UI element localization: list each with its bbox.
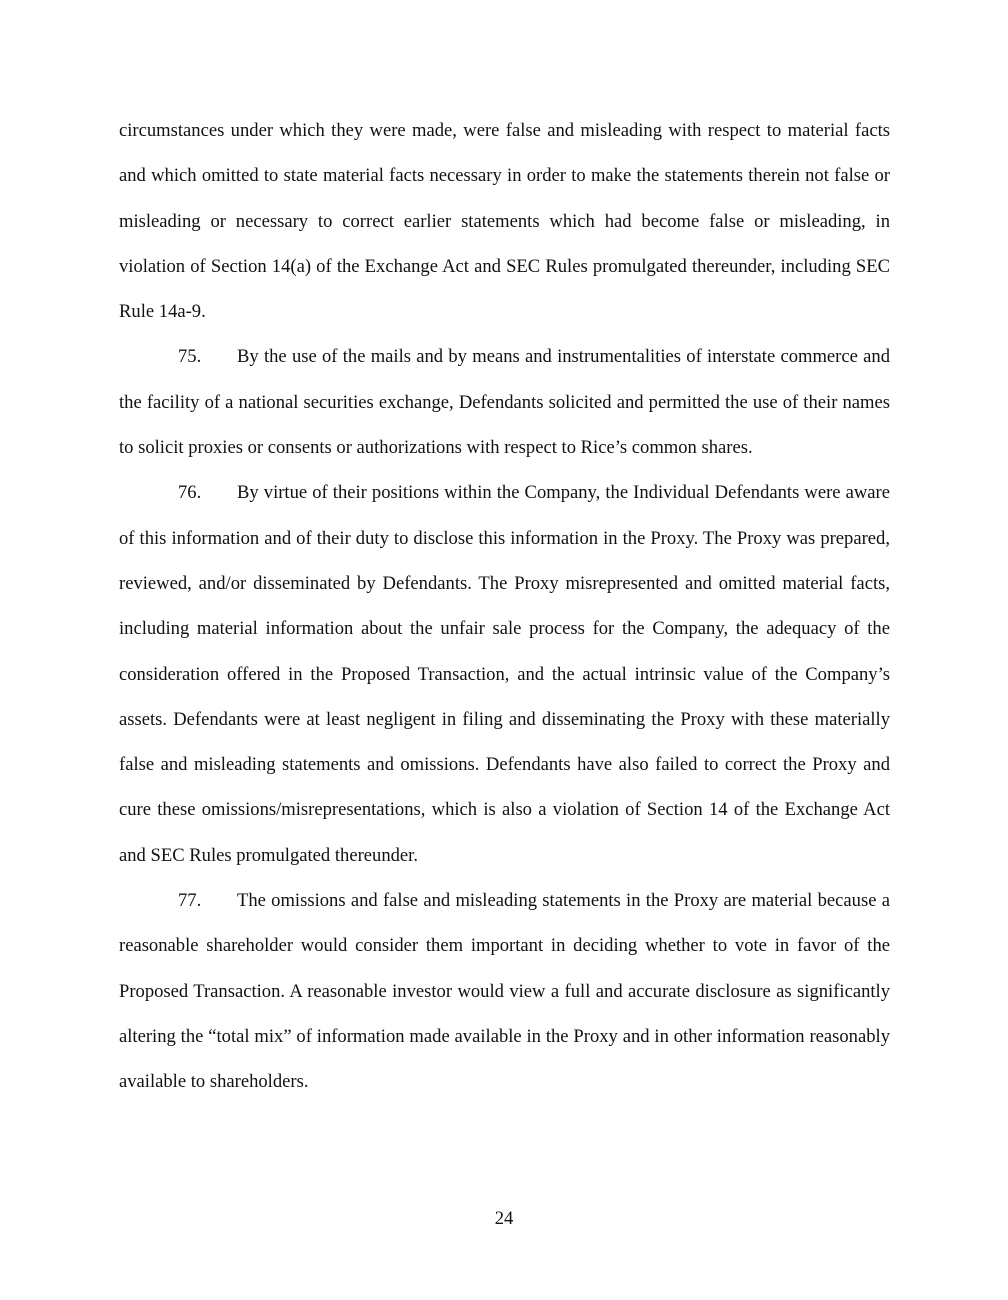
paragraph-number: 76. xyxy=(178,482,202,504)
document-body xyxy=(119,108,890,1105)
continuation-paragraph: circumstances under which they were made, were false and misleading with respect to material facts and which omitted to state material facts necessary in order to make the statements therein not false or misleading or necessary to correct earlier statements which had become false or misleading, in violation of Section 14(a) of the Exchange Act and SEC Rules promulgated thereunder, including SEC Rule 14a-9. xyxy=(119,120,890,323)
paragraph-number: 75. xyxy=(178,346,202,368)
paragraph-text: The omissions and false and misleading statements in the Proxy are material because a reasonable shareholder would consider them important in deciding whether to vote in favor of the Proposed Transaction. A reasonable investor would view a full and accurate disclosure as significantly altering the “total mix” of information made available in the Proxy and in other information reasonably available to shareholders. xyxy=(119,890,890,1093)
paragraph-75 xyxy=(119,334,890,470)
paragraph-77 xyxy=(119,878,890,1104)
paragraph-76 xyxy=(119,470,890,878)
page-number: 24 xyxy=(494,1208,514,1229)
paragraph-number: 77. xyxy=(178,890,202,912)
paragraph-text: By the use of the mails and by means and instrumentalities of interstate commerce and the facility of a national securities exchange, Defendants solicited and permitted the use of their names to solicit proxies or consents or authorizations with respect to Rice’s common shares. xyxy=(119,346,890,459)
paragraph-text: By virtue of their positions within the Company, the Individual Defendants were aware of this information and of their duty to disclose this information in the Proxy. The Proxy was prepared, reviewed, and/or disseminated by Defendants. The Proxy misrepresented and omitted material facts, including material information about the unfair sale process for the Company, the adequacy of the consideration offered in the Proposed Transaction, and the actual intrinsic value of the Company’s assets. Defendants were at least negligent in filing and disseminating the Proxy with these materially false and misleading statements and omissions. Defendants have also failed to correct the Proxy and cure these omissions/misrepresentations, which is also a violation of Section 14 of the Exchange Act and SEC Rules promulgated thereunder. xyxy=(119,482,890,866)
